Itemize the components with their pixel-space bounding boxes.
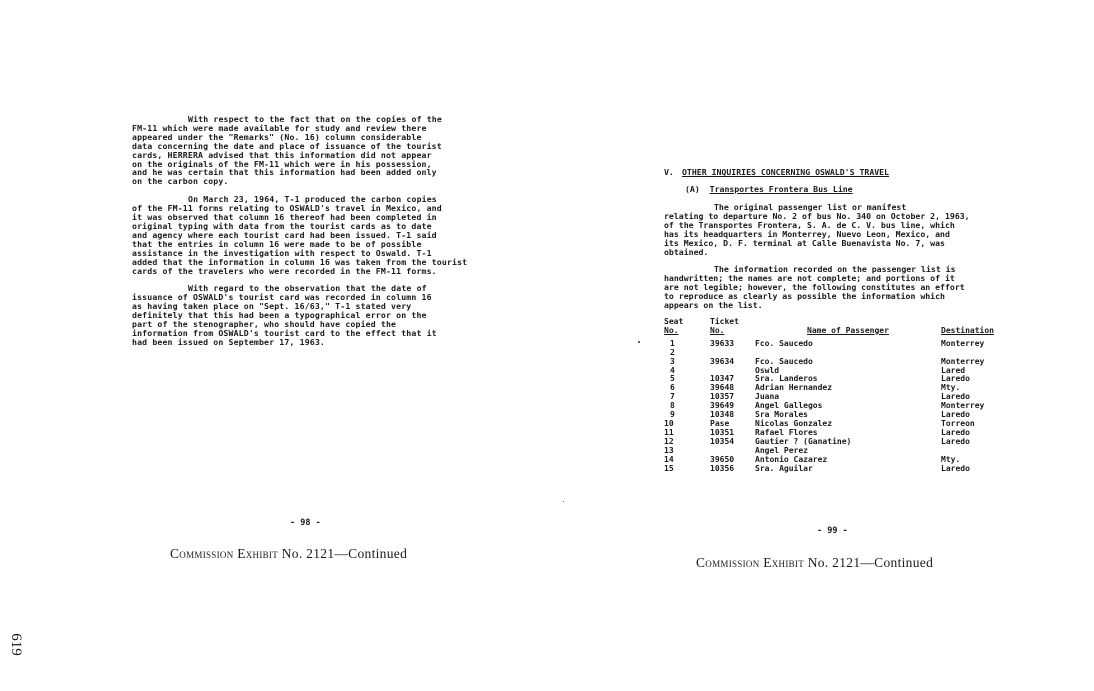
left-exhibit-caption [170,546,407,562]
destination-cell: Laredo [941,410,970,420]
seat-cell: 7 [670,392,675,402]
ticket-cell: 10351 [710,427,735,437]
destination-cell: Laredo [941,427,970,437]
seat-cell: 14 [664,454,674,464]
table-header-row [664,318,1021,340]
scan-speck [638,341,640,343]
volume-page-number: 619 [7,633,24,656]
destination-header: Destination [941,325,994,335]
destination-cell: Laredo [941,374,970,384]
table-row [664,358,1021,367]
name-cell: Rafael Flores [755,427,818,437]
ticket-cell: 10357 [710,392,735,402]
seat-cell: 13 [664,445,674,455]
name-cell: Gautier ? (Ganatine) [755,436,852,446]
passenger-table-body [664,340,1021,474]
right-exhibit-suffix: No. 2121—Continued [807,555,934,570]
name-cell: Oswld [755,365,780,375]
destination-cell: Torreon [941,418,975,428]
seat-cell: 3 [670,356,675,366]
seat-cell: 4 [670,365,675,375]
ticket-cell: 39649 [710,401,735,411]
name-cell: Angel Gallegos [755,401,823,411]
ticket-cell: 10348 [710,410,735,420]
ticket-cell: 39648 [710,383,735,393]
name-cell: Angel Perez [755,445,808,455]
destination-cell: Lared [941,365,966,375]
name-cell: Sra. Landeros [755,374,818,384]
table-row [664,438,1021,447]
section-heading [664,168,1024,177]
seat-cell: 8 [670,401,675,411]
name-cell: Sra. Aguilar [755,463,813,473]
left-exhibit-suffix: No. 2121—Continued [281,546,408,561]
destination-cell: Laredo [941,392,970,402]
left-exhibit-prefix: Commission Exhibit [170,546,279,561]
left-paragraph-3: With regard to the observation that the date of issuance of OSWALD's tourist card was recorded in column 16 as having taken place on "Sept. 16/63," T-1 stated very definitely that this had been a typographical error on the part of the stenographer, who should have copied the information from OSWALD's tourist card to the effect that it had been issued on September 17, 1963. [132,283,437,347]
section-title: OTHER INQUIRIES CONCERNING OSWALD'S TRAVEL [682,167,890,177]
subsection-label: (A) [685,184,700,194]
seat-cell: 1 [670,338,675,348]
right-page-number: - 99 - [817,526,848,536]
right-page-body [664,168,1024,473]
seat-header: Seat No. [664,317,684,335]
seat-cell: 11 [664,427,674,437]
destination-cell: Mty. [941,454,961,464]
scan-speck [563,501,564,502]
destination-cell: Laredo [941,436,970,446]
table-row [664,465,1021,474]
section-number: V. [664,167,674,177]
name-cell: Fco. Saucedo [755,338,813,348]
passenger-table [664,318,1021,473]
seat-cell: 5 [670,374,675,384]
destination-cell: Mty. [941,383,961,393]
ticket-cell: Pase [710,418,730,428]
seat-cell: 10 [664,418,674,428]
left-paragraph-2: On March 23, 1964, T-1 produced the carbon copies of the FM-11 forms relating to OSWALD's travel in Mexico, and it was observed that column 16 thereof had been completed in original typing with data from the tourist cards as to date and agency where each tourist card had been issued. T-1 said that the entries in column 16 were made to be of possible assistance in the investigation with respect to Oswald. T-1 added that the information in column 16 was taken from the tourist cards of the travelers who were recorded in the FM-11 forms. [132,194,468,276]
name-cell: Fco. Saucedo [755,356,813,366]
seat-cell: 2 [670,347,675,357]
destination-cell: Monterrey [941,356,985,366]
name-cell: Sra Morales [755,410,808,420]
table-row [664,340,1021,349]
seat-cell: 6 [670,383,675,393]
ticket-header: Ticket No. [710,317,739,335]
right-exhibit-prefix: Commission Exhibit [696,555,805,570]
name-cell: Juana [755,392,780,402]
destination-cell: Monterrey [941,338,985,348]
ticket-cell: 39634 [710,356,735,366]
left-page-body [132,115,552,356]
ticket-cell: 10347 [710,374,735,384]
right-paragraph-1: The original passenger list or manifest relating to departure No. 2 of bus No. 340 on October 2, 1963, of the Transportes Frontera, S. A. de C. V. bus line, which has its headquarters in Monterrey, Nuevo Leon, Mexico, and its Mexico, D. F. terminal at Calle Buenavista No. 7, was obtained. [664,202,970,257]
right-exhibit-caption [696,555,933,571]
name-cell: Adrian Hernandez [755,383,833,393]
left-paragraph-1: With respect to the fact that on the copies of the FM-11 which were made available for study and review there appeared under the "Remarks" (No. 16) column considerable data concerning the date and place of issuance of the tourist cards, HERRERA advised that this information did not appear on the originals of the FM-11 which were in his possession, and he was certain that this information had been added only on the carbon copy. [132,114,442,187]
right-paragraph-2: The information recorded on the passenger list is handwritten; the names are not complete; and portions of it are not legible; however, the following constitutes an effort to reproduce as clearly as possible the information which appears on the list. [664,264,965,310]
subsection-heading [685,185,1024,194]
seat-cell: 15 [664,463,674,473]
name-cell: Antonio Cazarez [755,454,828,464]
destination-cell: Monterrey [941,401,985,411]
ticket-cell: 10354 [710,436,735,446]
seat-cell: 12 [664,436,674,446]
destination-cell: Laredo [941,463,970,473]
ticket-cell: 39633 [710,338,735,348]
seat-cell: 9 [670,410,675,420]
name-cell: Nicolas Gonzalez [755,418,833,428]
ticket-cell: 39650 [710,454,735,464]
subsection-title: Transportes Frontera Bus Line [709,184,853,194]
name-header: Name of Passenger [807,325,889,335]
ticket-cell: 10356 [710,463,735,473]
left-page-number: - 98 - [290,518,321,528]
